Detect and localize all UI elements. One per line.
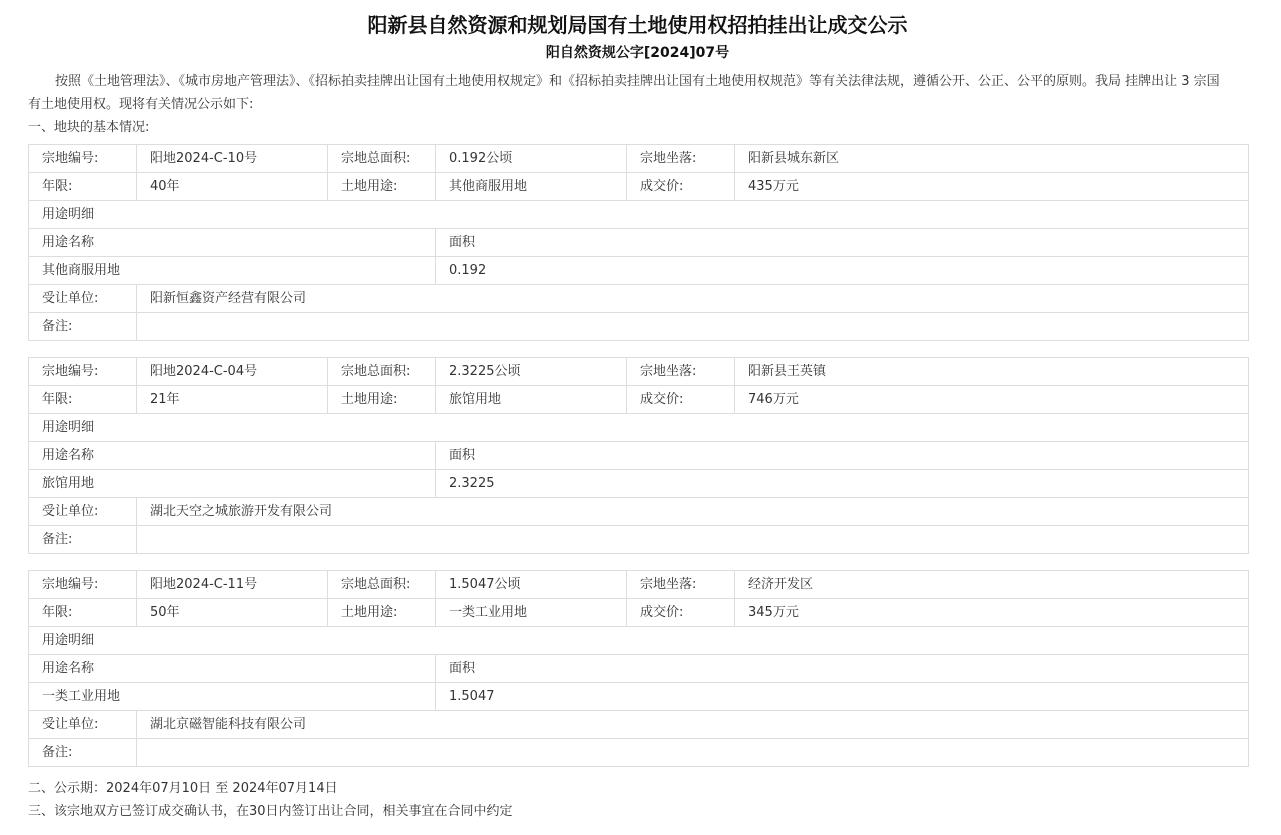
use-name-value: 一类工业用地	[29, 683, 436, 711]
table-row	[29, 739, 1249, 767]
document-number: 阳自然资规公字[2024]07号	[545, 45, 730, 61]
total-area-label: 宗地总面积:	[328, 145, 436, 173]
use-name-header: 用途名称	[29, 655, 436, 683]
term-label: 年限:	[29, 599, 137, 627]
table-row	[29, 498, 1249, 526]
area-value: 1.5047	[436, 683, 1249, 711]
parcel-no-label: 宗地编号:	[29, 358, 137, 386]
use-name-header: 用途名称	[29, 229, 436, 257]
section-basic-info-heading: 一、地块的基本情况:	[28, 120, 150, 135]
land-use-label: 土地用途:	[328, 599, 436, 627]
price-label: 成交价:	[627, 599, 735, 627]
land-use-value: 其他商服用地	[436, 173, 627, 201]
location-label: 宗地坐落:	[627, 358, 735, 386]
price-label: 成交价:	[627, 173, 735, 201]
term-label: 年限:	[29, 386, 137, 414]
area-value: 2.3225	[436, 470, 1249, 498]
price-label: 成交价:	[627, 386, 735, 414]
total-area-label: 宗地总面积:	[328, 358, 436, 386]
table-row	[29, 313, 1249, 341]
table-row	[29, 683, 1249, 711]
table-row	[29, 173, 1249, 201]
total-area-label: 宗地总面积:	[328, 571, 436, 599]
parcel-no-value: 阳地2024-C-04号	[137, 358, 328, 386]
parcel-no-label: 宗地编号:	[29, 571, 137, 599]
table-row	[29, 414, 1249, 442]
remark-value	[137, 526, 1249, 554]
remark-value	[137, 313, 1249, 341]
table-row	[29, 229, 1249, 257]
intro-paragraph: 按照《土地管理法》、《城市房地产管理法》、《招标拍卖挂牌出让国有土地使用权规定》和《招标拍卖挂牌出让国有土地使用权规范》等有关法律法规，遵循公开、公正、公平的原则。我局 挂牌出让 3 宗国有土地使用权。现将有关情况公示如下:	[28, 74, 1220, 112]
assignee-value: 湖北天空之城旅游开发有限公司	[137, 498, 1249, 526]
assignee-label: 受让单位:	[29, 285, 137, 313]
table-row	[29, 386, 1249, 414]
location-label: 宗地坐落:	[627, 571, 735, 599]
total-area-value: 2.3225公顷	[436, 358, 627, 386]
parcel-table-2	[28, 357, 1249, 554]
table-row	[29, 201, 1249, 229]
land-use-value: 一类工业用地	[436, 599, 627, 627]
area-header: 面积	[436, 655, 1249, 683]
land-use-label: 土地用途:	[328, 173, 436, 201]
location-value: 经济开发区	[735, 571, 1249, 599]
contract-note: 三、该宗地双方已签订成交确认书，在30日内签订出让合同，相关事宜在合同中约定	[28, 804, 513, 819]
table-row	[29, 599, 1249, 627]
page-title: 阳新县自然资源和规划局国有土地使用权招拍挂出让成交公示	[367, 13, 908, 37]
assignee-value: 湖北京磁智能科技有限公司	[137, 711, 1249, 739]
remark-label: 备注:	[29, 526, 137, 554]
term-value: 50年	[137, 599, 328, 627]
area-header: 面积	[436, 442, 1249, 470]
term-label: 年限:	[29, 173, 137, 201]
table-row	[29, 358, 1249, 386]
announcement-period: 二、公示期：2024年07月10日 至 2024年07月14日	[28, 781, 338, 796]
term-value: 21年	[137, 386, 328, 414]
term-value: 40年	[137, 173, 328, 201]
table-row	[29, 627, 1249, 655]
land-use-value: 旅馆用地	[436, 386, 627, 414]
table-row	[29, 285, 1249, 313]
location-value: 阳新县城东新区	[735, 145, 1249, 173]
parcel-no-label: 宗地编号:	[29, 145, 137, 173]
table-row	[29, 145, 1249, 173]
remark-value	[137, 739, 1249, 767]
table-row	[29, 571, 1249, 599]
use-name-header: 用途名称	[29, 442, 436, 470]
price-value: 746万元	[735, 386, 1249, 414]
table-row	[29, 442, 1249, 470]
land-use-label: 土地用途:	[328, 386, 436, 414]
parcel-no-value: 阳地2024-C-10号	[137, 145, 328, 173]
table-row	[29, 526, 1249, 554]
use-name-value: 其他商服用地	[29, 257, 436, 285]
use-detail-label: 用途明细	[29, 201, 1249, 229]
total-area-value: 1.5047公顷	[436, 571, 627, 599]
assignee-value: 阳新恒鑫资产经营有限公司	[137, 285, 1249, 313]
price-value: 345万元	[735, 599, 1249, 627]
table-row	[29, 655, 1249, 683]
parcel-table-3	[28, 570, 1249, 767]
remark-label: 备注:	[29, 313, 137, 341]
assignee-label: 受让单位:	[29, 498, 137, 526]
table-row	[29, 257, 1249, 285]
location-label: 宗地坐落:	[627, 145, 735, 173]
assignee-label: 受让单位:	[29, 711, 137, 739]
total-area-value: 0.192公顷	[436, 145, 627, 173]
area-value: 0.192	[436, 257, 1249, 285]
location-value: 阳新县王英镇	[735, 358, 1249, 386]
table-row	[29, 711, 1249, 739]
remark-label: 备注:	[29, 739, 137, 767]
use-detail-label: 用途明细	[29, 627, 1249, 655]
parcel-table-1	[28, 144, 1249, 341]
table-row	[29, 470, 1249, 498]
price-value: 435万元	[735, 173, 1249, 201]
parcel-no-value: 阳地2024-C-11号	[137, 571, 328, 599]
use-detail-label: 用途明细	[29, 414, 1249, 442]
area-header: 面积	[436, 229, 1249, 257]
use-name-value: 旅馆用地	[29, 470, 436, 498]
